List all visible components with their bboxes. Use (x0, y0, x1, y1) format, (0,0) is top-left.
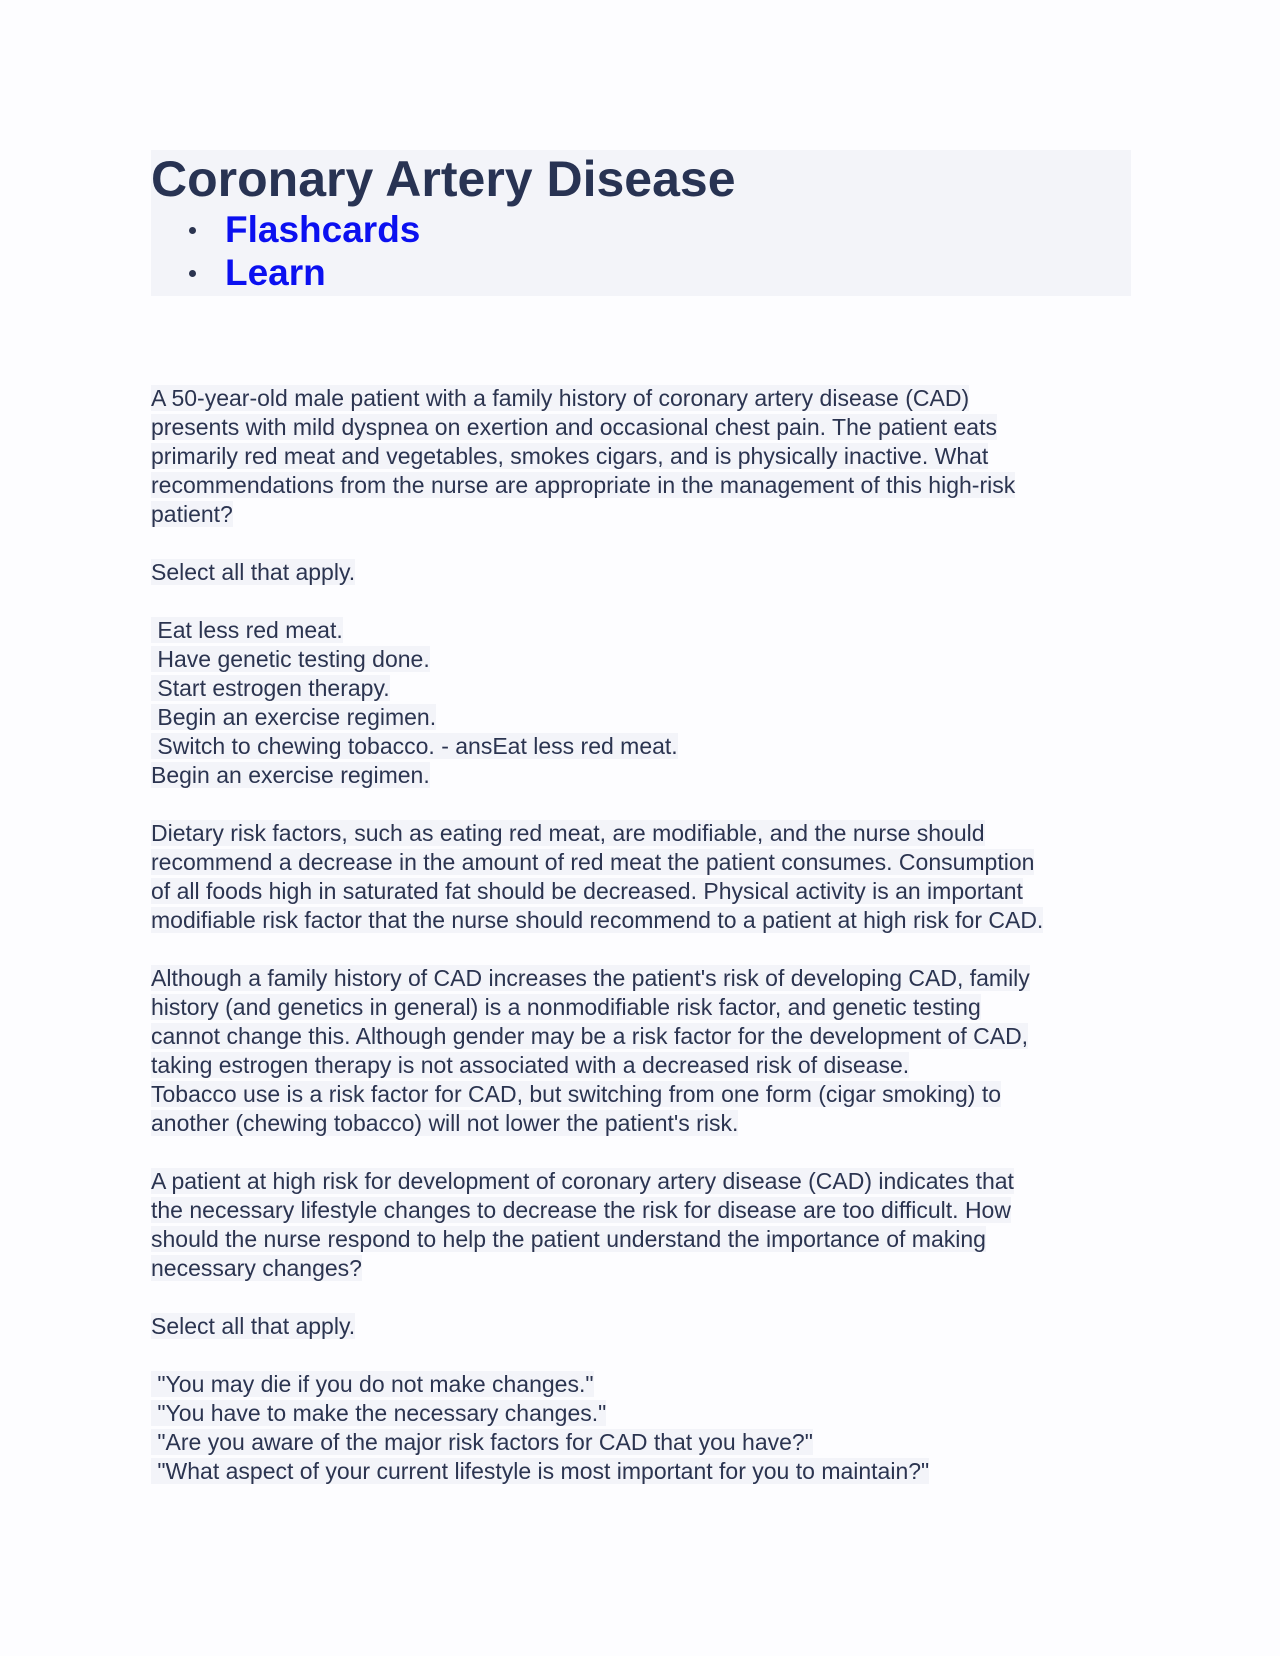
text-line: of all foods high in saturated fat should be decreased. Physical activity is an important (151, 878, 1023, 904)
question-1-rationale-1 (151, 819, 1131, 935)
text-line: history (and genetics in general) is a nonmodifiable risk factor, and genetic testing (151, 994, 981, 1020)
instruction-text: Select all that apply. (151, 559, 356, 585)
question-1-options (151, 616, 1131, 790)
instruction-text: Select all that apply. (151, 1313, 356, 1339)
text-line: primarily red meat and vegetables, smokes cigars, and is physically inactive. What (151, 443, 989, 469)
nav-item-flashcards (187, 208, 1131, 251)
option-text: Switch to chewing tobacco. - ansEat less red meat. (151, 733, 678, 759)
question-2-stem (151, 1167, 1131, 1283)
option-text: Start estrogen therapy. (151, 675, 390, 701)
text-line: should the nurse respond to help the patient understand the importance of making (151, 1226, 986, 1252)
text-line: presents with mild dyspnea on exertion and occasional chest pain. The patient eats (151, 414, 997, 440)
text-line: necessary changes? (151, 1255, 362, 1281)
text-line: cannot change this. Although gender may be a risk factor for the development of CAD, (151, 1023, 1029, 1049)
text-line: patient? (151, 501, 233, 527)
text-line: taking estrogen therapy is not associated with a decreased risk of disease. (151, 1052, 910, 1078)
option-text: Begin an exercise regimen. (151, 704, 437, 730)
option-text: "You have to make the necessary changes." (151, 1400, 607, 1426)
option-text: Have genetic testing done. (151, 646, 430, 672)
page-title: Coronary Artery Disease (151, 151, 736, 207)
question-1-instruction (151, 558, 1131, 587)
option-text: "Are you aware of the major risk factors for CAD that you have?" (151, 1429, 813, 1455)
text-line: A patient at high risk for development of coronary artery disease (CAD) indicates that (151, 1168, 1014, 1194)
document-body (151, 384, 1131, 1486)
flashcards-link[interactable]: Flashcards (225, 209, 421, 250)
text-line: recommendations from the nurse are appropriate in the management of this high-risk (151, 472, 1016, 498)
text-line: Dietary risk factors, such as eating red meat, are modifiable, and the nurse should (151, 820, 985, 846)
text-line: recommend a decrease in the amount of red meat the patient consumes. Consumption (151, 849, 1035, 875)
bullet-icon (189, 227, 196, 234)
question-2-instruction (151, 1312, 1131, 1341)
bullet-icon (189, 270, 196, 277)
question-1-stem (151, 384, 1131, 529)
text-line: A 50-year-old male patient with a family history of coronary artery disease (CAD) (151, 385, 970, 411)
document-page (151, 150, 1131, 1515)
text-line: the necessary lifestyle changes to decrease the risk for disease are too difficult. How (151, 1197, 1011, 1223)
option-text: "You may die if you do not make changes." (151, 1371, 594, 1397)
question-1-rationale-2 (151, 964, 1131, 1138)
option-text: Eat less red meat. (151, 617, 343, 643)
text-line: Tobacco use is a risk factor for CAD, but switching from one form (cigar smoking) to (151, 1081, 1002, 1107)
text-line: Although a family history of CAD increases the patient's risk of developing CAD, family (151, 965, 1030, 991)
option-text: "What aspect of your current lifestyle is most important for you to maintain?" (151, 1458, 930, 1484)
option-text: Begin an exercise regimen. (151, 762, 430, 788)
question-2-options (151, 1370, 1131, 1486)
learn-link[interactable]: Learn (225, 252, 326, 293)
nav-list (151, 208, 1131, 294)
text-line: another (chewing tobacco) will not lower the patient's risk. (151, 1110, 739, 1136)
nav-item-learn (187, 251, 1131, 294)
text-line: modifiable risk factor that the nurse should recommend to a patient at high risk for CAD. (151, 907, 1044, 933)
header (151, 150, 1131, 296)
